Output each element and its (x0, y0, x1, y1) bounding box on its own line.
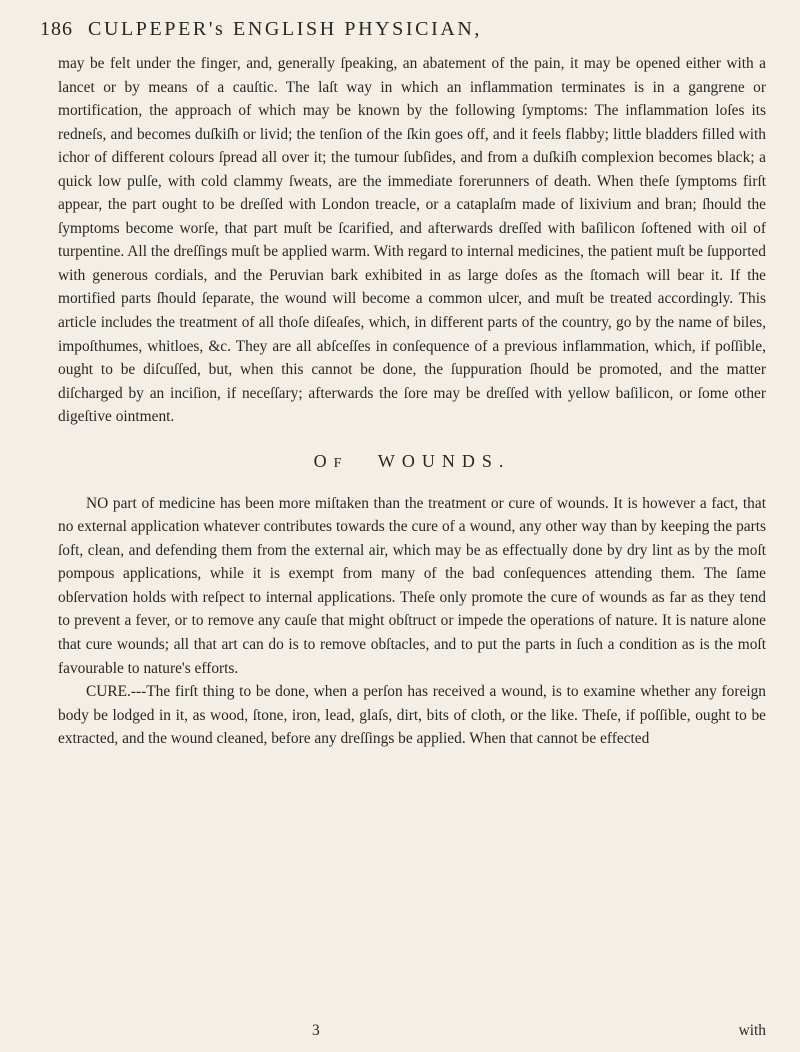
heading-initial: O (313, 450, 334, 471)
heading-small: F (333, 455, 344, 471)
running-title: CULPEPER's ENGLISH PHYSICIAN, (88, 18, 483, 40)
paragraph-wounds: NO part of medicine has been more miſtaken than the treatment or cure of wounds. It is however a fact, that no external application whatever contributes towards the cure of a wound, any other way than by keeping the parts ſoft, clean, and defending them from the external air, which may be as effectually done by dry lint as by the moſt pompous applications, while it is exempt from many of the bad conſequences attending them. The ſame obſervation holds with reſpect to internal applications. Theſe only promote the cure of wounds as far as they tend to prevent a fever, or to remove any cauſe that might obſtruct or impede the operations of nature. It is nature alone that cure wounds; all that art can do is to remove obſtacles, and to put the parts in ſuch a condition as is the moſt favourable to nature's efforts. (58, 494, 766, 677)
paragraph-inflammation: may be felt under the finger, and, generally ſpeaking, an abatement of the pain, it may be opened either with a lancet or by means of a cauſtic. The laſt way in which an inflammation terminates is in a gangrene or mortification, the approach of which may be known by the following ſymptoms: The inflammation loſes its redneſs, and becomes duſkiſh or livid; the tenſion of the ſkin goes off, and it feels flabby; little bladders filled with ichor of different colours ſpread all over it; the tumour ſubſides, and from a duſkiſh complexion becomes black; a quick low pulſe, with cold clammy ſweats, are the immediate forerunners of death. When theſe ſymptoms firſt appear, the part ought to be dreſſed with London treacle, or a cataplaſm made of lixivium and bran; ſhould the ſymptoms become worſe, that part muſt be ſcarified, and afterwards dreſſed with baſilicon ſoftened with oil of turpentine. All the dreſſings muſt be applied warm. With regard to internal medicines, the patient muſt be ſupported with generous cordials, and the Peruvian bark exhibited in as large doſes as the ſtomach will bear it. If the mortified parts ſhould ſeparate, the wound will become a common ulcer, and muſt be treated accordingly. This article includes the treatment of all thoſe diſeaſes, which, in different parts of the country, go by the name of biles, impoſthumes, whitloes, &c. They are all abſceſſes in conſequence of a previous inflammation, which, if poſſible, ought to be diſcuſſed, but, when this cannot be done, the ſuppuration ſhould be promoted, and the matter diſcharged by an inciſion, if neceſſary; afterwards the ſore may be dreſſed with yellow baſilicon, or ſome other digeſtive ointment. (58, 55, 766, 426)
footer-row (58, 1022, 766, 1046)
page-number: 186 (40, 18, 73, 40)
signature-mark: 3 (312, 1022, 320, 1039)
section-heading-wounds (58, 447, 766, 478)
paragraph-cure: CURE.---The firſt thing to be done, when a perſon has received a wound, is to examine whether any foreign body be lodged in it, as wood, ſtone, iron, lead, glaſs, dirt, bits of cloth, or the like. Theſe, if poſſible, ought to be extracted, and the wound cleaned, before any dreſſings be applied. When that cannot be effected (58, 683, 766, 748)
heading-word: WOUNDS. (377, 450, 511, 471)
catchword: with (738, 1022, 766, 1039)
running-header (0, 16, 800, 52)
body-text (58, 52, 766, 751)
